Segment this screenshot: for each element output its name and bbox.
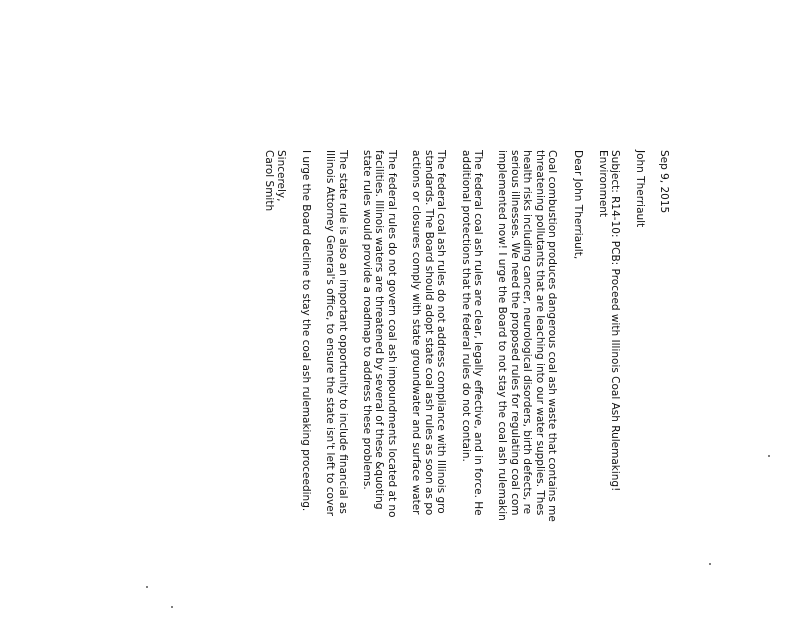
text-line: additional protections that the federal rules do not contain. bbox=[459, 150, 472, 462]
paragraph-coal-combustion bbox=[496, 150, 558, 618]
text-line: actions or closures comply with state groundwater and surface water bbox=[410, 150, 423, 515]
text-line: The federal coal ash rules are clear, legally effective, and in force. He bbox=[471, 150, 484, 516]
scan-speck bbox=[768, 455, 770, 457]
letter-body bbox=[263, 150, 670, 618]
text-line: The state rule is also an important opportunity to include financial as bbox=[336, 150, 349, 514]
scan-speck bbox=[709, 563, 711, 565]
scan-speck bbox=[146, 586, 148, 588]
text-line: health risks including cancer, neurological disorders, birth defects, re bbox=[521, 150, 534, 515]
scan-speck bbox=[171, 606, 173, 608]
letter-subject-line: Subject: R14-10: PCB: Proceed with Illinois Coal Ash Rulemaking! bbox=[609, 150, 622, 492]
text-line: threatening pollutants that are leaching into our water supplies. Thes bbox=[533, 150, 546, 516]
letter-signature: Carol Smith bbox=[263, 150, 276, 212]
letter-salutation: Dear John Therriault, bbox=[572, 150, 585, 260]
letter-date: Sep 9, 2015 bbox=[658, 150, 670, 214]
letter-subject-line: Environment bbox=[596, 150, 609, 218]
text-line: serious illnesses. We need the proposed rules for regulating coal com bbox=[508, 150, 521, 516]
paragraph-impoundments bbox=[361, 150, 398, 618]
text-line: Illinois Attorney General's office, to ensure the state isn't left to cover bbox=[324, 150, 337, 516]
text-line: The federal coal ash rules do not address compliance with Illinois gro bbox=[435, 150, 448, 514]
paragraph-groundwater-compliance bbox=[410, 150, 447, 618]
text-line: state rules would provide a roadmap to address these problems. bbox=[361, 150, 374, 490]
text-line: The federal rules do not govern coal ash impoundments located at no bbox=[385, 150, 398, 518]
text-line: facilities. Illinois waters are threatened by several of these &quoting bbox=[373, 150, 386, 510]
letter-closing: Sincerely, bbox=[275, 150, 288, 202]
paragraph-financial-assurance bbox=[324, 150, 349, 618]
text-line: implemented now! I urge the Board to not stay the coal ash rulemakin bbox=[496, 150, 509, 521]
paragraph-federal-rules-clear bbox=[459, 150, 484, 618]
paragraph-urge-board: I urge the Board decline to stay the coal ash rulemaking proceeding. bbox=[299, 150, 312, 512]
text-line: standards. The Board should adopt state coal ash rules as soon as po bbox=[422, 150, 435, 516]
letter-recipient: John Therriault bbox=[633, 150, 646, 228]
text-line: Coal combustion produces dangerous coal ash waste that contains me bbox=[545, 150, 558, 522]
